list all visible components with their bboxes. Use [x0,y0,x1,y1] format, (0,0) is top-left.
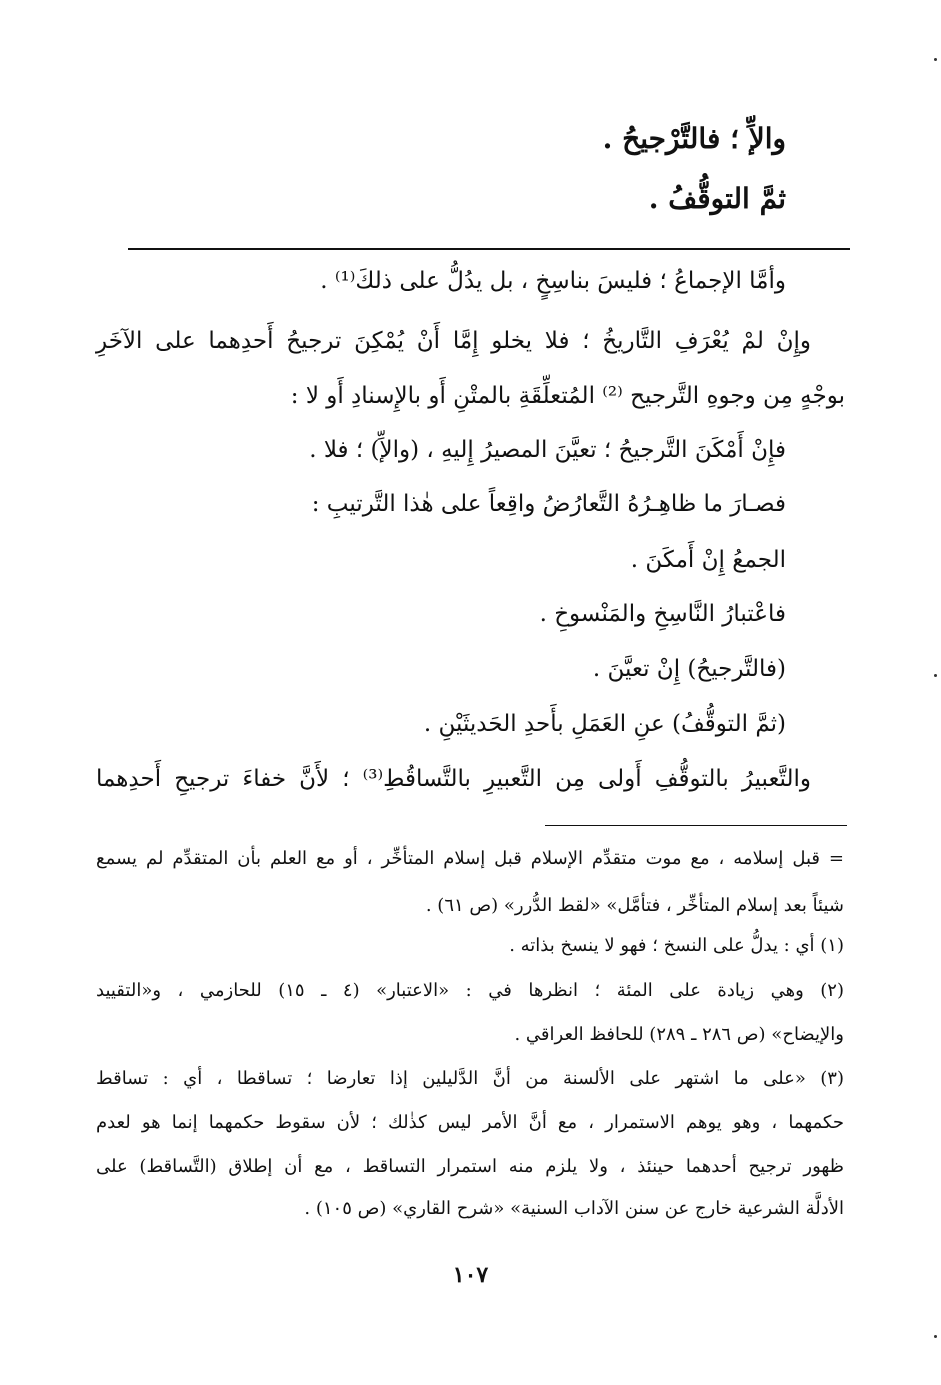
footnote-line-7: حكمهما ، وهو يوهم الاستمرار ، مع أنَّ الأمر ليس كذٰلك ؛ لأن سقوط حكمهما إنما هو لعدم [96,1112,844,1133]
footnote-line-9: الأدلَّة الشرعية خارج عن سنن الآداب السنية» «شرح القاري» (ص ١٠٥) . [304,1198,844,1219]
page-number: ١٠٧ [452,1262,489,1288]
footnote-line-5: والإيضاح» (ص ٢٨٦ ـ ٢٨٩) للحافظ العراقي . [514,1024,844,1045]
body-line-5: فصـارَ ما ظاهِـرُهُ التَّعارُضُ واقِعاً على هٰذا التَّرتيبِ : [311,491,786,517]
body-line-7: فاعْتبارُ النَّاسِخِ والمَنْسوخِ . [539,601,786,627]
footnote-line-3: (١) أي : يدلُّ على النسخ ؛ فهو لا ينسخ بذاته . [509,935,844,956]
footnote-line-2: شيئاً بعد إسلام المتأخِّر ، فتأمَّل» «لقط الدُّرر» (ص ٦١) . [425,895,844,916]
body-line-4: فإِنْ أَمْكَنَ التَّرجيحُ ؛ تعيَّنَ المصيرُ إِليهِ ، (والإِّ) ؛ فلا . [309,437,786,463]
body-line-8: (فالتَّرجيحُ) إِنْ تعيَّنَ . [592,656,786,682]
footnote-line-4: (٢) وهي زيادة على المئة ؛ انظرها في : «الاعتبار» (٤ ـ ١٥) للحازمي ، و«التقييد [96,980,844,1001]
footnote-line-6: (٣) «على ما اشتهر على الألسنة من أنَّ الدَّليلين إذا تعارضا ؛ تساقطا ، أي : تساقط [96,1068,844,1089]
body-line-6: الجمعُ إِنْ أَمكَنَ . [630,547,786,573]
footnote-line-1: = قبل إسلامه ، مع موت متقدِّم الإسلام قبل إسلام المتأخِّر ، أو مع العلم بأن المتقدِّم لم يسمع [96,848,844,869]
scan-speck [934,58,937,61]
scan-speck [934,674,937,677]
heading-tawaqquf: ثمَّ التوقُّفُ . [648,182,786,215]
body-line-3: بوجْهٍ مِن وجوهِ التَّرجيح ⁽²⁾ المُتعلِّقَةِ بالمتْنِ أَو بالإِسنادِ أَو لا : [290,383,845,409]
body-line-9: (ثمَّ التوقُّفُ) عنِ العَمَلِ بأَحدِ الحَديثَيْنِ . [423,711,786,737]
heading-tarjih: والإِّ ؛ فالتَّرْجيحُ . [602,122,786,155]
footnote-line-8: ظهور ترجيح أحدهما حينئذ ، ولا يلزم منه استمرار التساقط ، مع أن إطلاق (التَّساقط) على [96,1156,844,1177]
body-line-2: وإِنْ لمْ يُعْرَفِ التَّاريخُ ؛ فلا يخلو إِمَّا أَنْ يُمْكِنَ ترجيحُ أَحدِهما على الآخَرِ [96,328,811,354]
main-separator-rule [128,248,850,250]
scan-speck [934,1335,937,1338]
footnote-separator-rule [545,825,847,826]
body-line-10: والتَّعبيرُ بالتوقُّفِ أَولى مِن التَّعبيرِ بالتَّساقُطِ⁽³⁾ ؛ لأَنَّ خفاءَ ترجيحِ أَحدِهما [96,766,811,792]
body-line-1: وأمَّا الإجماعُ ؛ فليسَ بناسِخٍ ، بل يدُلُّ على ذلكَ⁽¹⁾ . [320,268,786,294]
